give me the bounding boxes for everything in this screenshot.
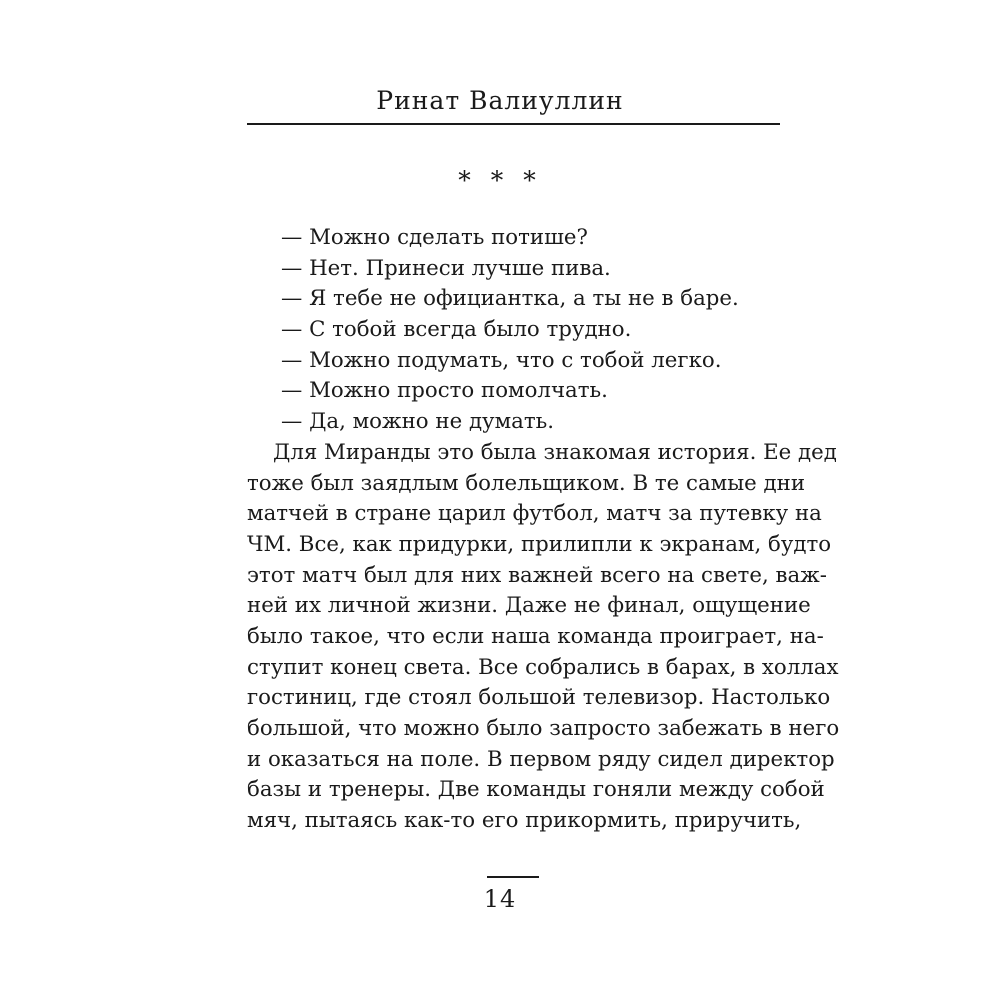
dialogue-line: — Нет. Принеси лучше пива. (281, 255, 611, 281)
body-text (247, 223, 840, 837)
paragraph-line: ЧМ. Все, как придурки, прилипли к экранам, будто (247, 531, 832, 557)
dialogue-line: — Можно просто помолчать. (281, 378, 608, 404)
paragraph-line: гостиниц, где стоял большой телевизор. Настолько (247, 685, 831, 711)
paragraph-line: ней их личной жизни. Даже не финал, ощущение (247, 593, 811, 619)
page-number: 14 (483, 885, 517, 913)
running-head-author: Ринат Валиуллин (376, 86, 624, 115)
header-rule (247, 123, 780, 125)
paragraph-line: этот матч был для них важней всего на свете, важ- (247, 562, 827, 588)
paragraph-line: ступит конец света. Все собрались в барах, в холлах (247, 654, 839, 680)
paragraph-line: мяч, пытаясь как-то его прикормить, приручить, (247, 808, 802, 834)
paragraph-line: базы и тренеры. Две команды гоняли между собой (247, 777, 825, 803)
paragraph-line: тоже был заядлым болельщиком. В те самые дни (247, 470, 806, 496)
paragraph-line: матчей в стране царил футбол, матч за путевку на (247, 501, 822, 527)
paragraph-line: и оказаться на поле. В первом ряду сидел директор (247, 746, 835, 772)
dialogue-line: — Я тебе не официантка, а ты не в баре. (281, 286, 739, 312)
paragraph-line: большой, что можно было запросто забежать в него (247, 716, 840, 741)
dialogue-line: — Да, можно не думать. (281, 409, 555, 435)
dialogue-line: — Можно сделать потише? (281, 225, 588, 250)
dialogue-line: — Можно подумать, что с тобой легко. (281, 347, 722, 373)
section-break: * * * (458, 166, 542, 195)
paragraph-line: Для Миранды это была знакомая история. Ее дед (273, 439, 837, 465)
dialogue-line: — С тобой всегда было трудно. (281, 317, 632, 343)
footer-rule (487, 876, 539, 878)
paragraph-line: было такое, что если наша команда проиграет, на- (247, 623, 824, 649)
